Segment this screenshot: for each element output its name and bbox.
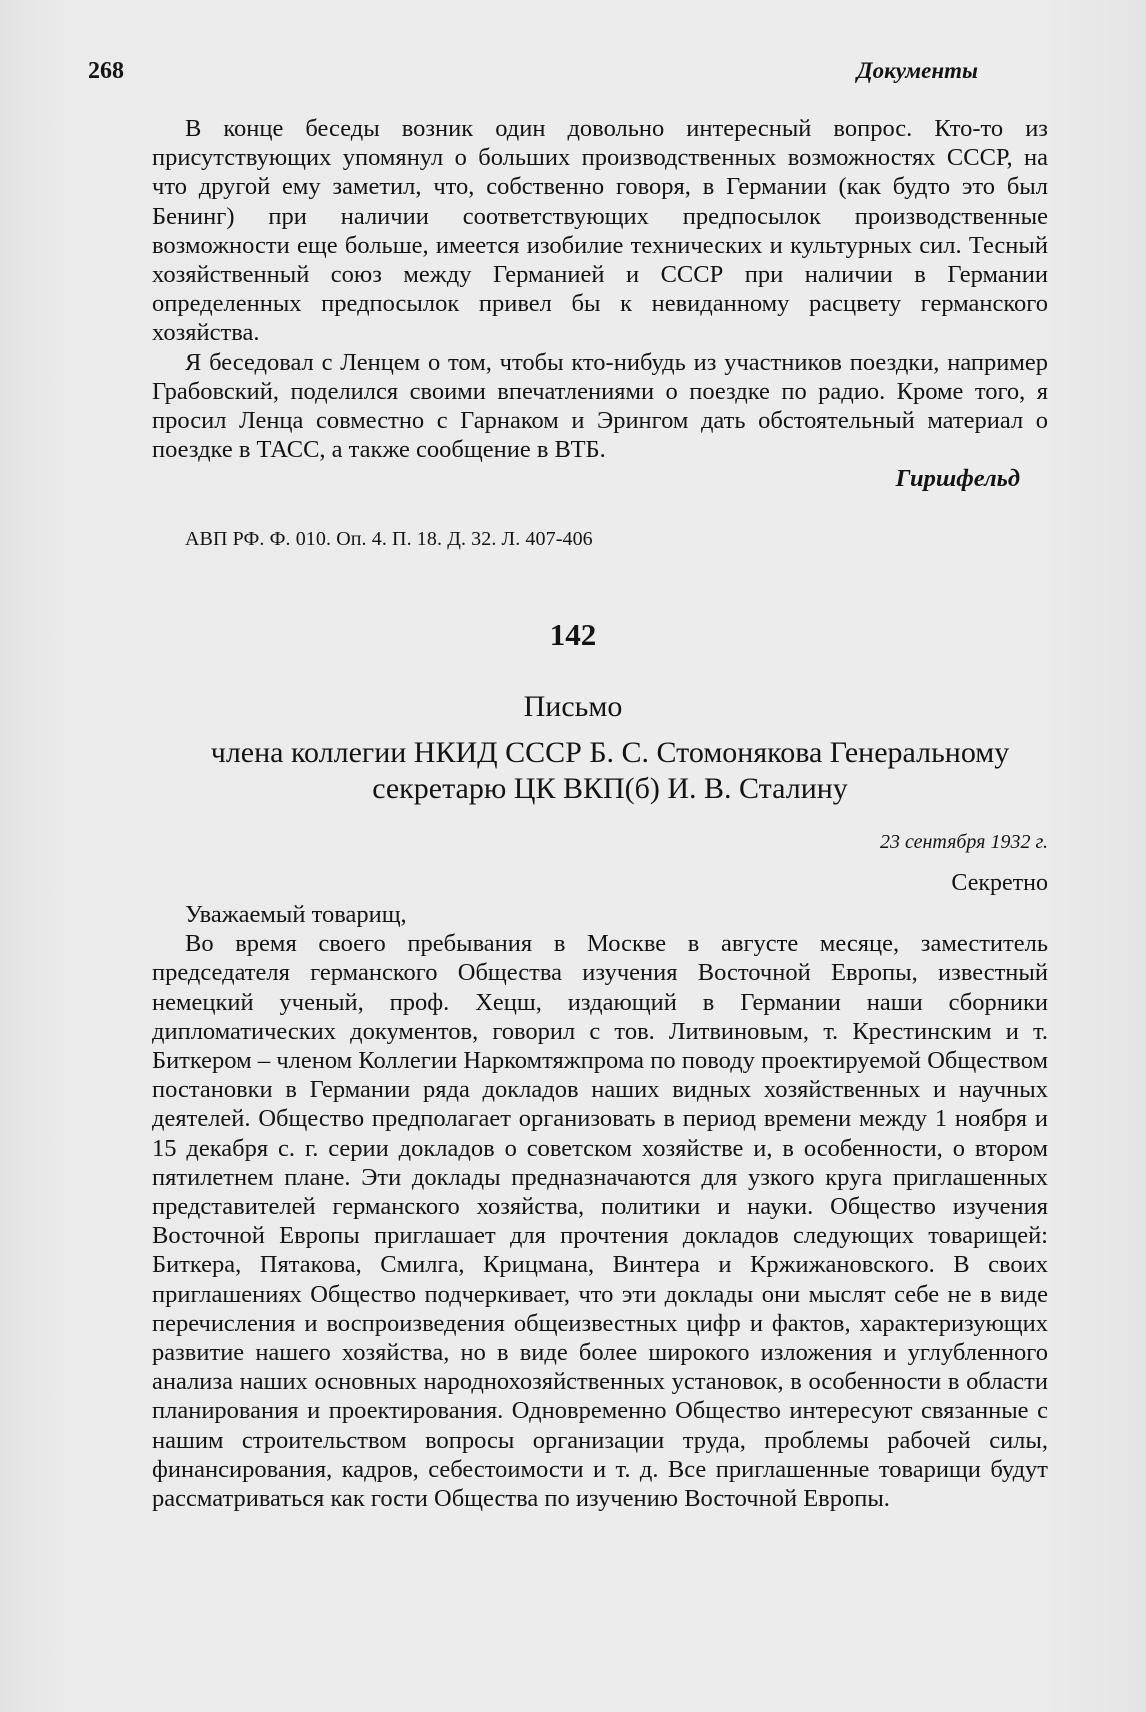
paragraph: Во время своего пребывания в Москве в августе месяце, заместитель председателя германского Общества изучения Восточной Европы, известный немецкий ученый, проф. Хецш, издающий в Германии наши сборники дипломатических документов, говорил с тов. Литвиновым, т. Крестинским и т. Биткером – членом Коллегии Наркомтяжпрома по поводу проектируемой Обществом постановки в Германии ряда докладов наших видных хозяйственных и научных деятелей. Общество предполагает организовать в период времени между 1 ноября и 15 декабря с. г. серии докладов о советском хозяйстве и, в особенности, о втором пятилетнем плане. Эти доклады предназначаются для узкого круга приглашенных представителей германского хозяйства, политики и науки. Общество изучения Восточной Европы приглашает для прочтения докладов следующих товарищей: Биткера, Пятакова, Смилга, Крицмана, Винтера и Кржижановского. В своих приглашениях Общество подчеркивает, что эти доклады они мыслят себе не в виде перечисления и воспроизведения общеизвестных цифр и фактов, характеризующих развитие нашего хозяйства, но в виде более широкого изложения и углубленного анализа наших основных народнохозяйственных установок, в особенности в области планирования и проектирования. Одновременно Общество интересуют связанные с нашим строительством вопросы организации труда, проблемы рабочей силы, финансирования, кадров, себестоимости и т. д. Все приглашенные товарищи будут рассматриваться как гости Общества по изучению Восточной Европы. [152, 930, 1048, 1513]
archive-reference: АВП РФ. Ф. 010. Оп. 4. П. 18. Д. 32. Л. 407-406 [185, 528, 593, 550]
running-head: Документы [856, 58, 978, 83]
page-header [72, 58, 978, 90]
classification-mark: Секретно [951, 870, 1048, 896]
document-date: 23 сентября 1932 г. [879, 831, 1048, 853]
letter-body [152, 900, 1048, 1513]
document-title: члена коллегии НКИД СССР Б. С. Стомонякова Генеральному секретарю ЦК ВКП(б) И. В. Сталину [210, 736, 1010, 805]
salutation: Уважаемый товарищ, [185, 901, 407, 928]
paragraph: В конце беседы возник один довольно интересный вопрос. Кто-то из присутствующих упомянул о больших производственных возможностях СССР, на что другой ему заметил, что, собственно говоря, в Германии (как будто это был Бенинг) при наличии соответствующих предпосылок производственные возможности еще больше, имеется изобилие технических и культурных сил. Тесный хозяйственный союз между Германией и СССР при наличии в Германии определенных предпосылок привел бы к невиданному расцвету германского хозяйства. [152, 115, 1048, 347]
page-number: 268 [88, 58, 124, 84]
previous-document-text [152, 114, 1048, 494]
document-type: Письмо [523, 690, 623, 723]
paragraph: Я беседовал с Ленцем о том, чтобы кто-нибудь из участников поездки, например Грабовский, поделился своими впечатлениями о поездке по радио. Кроме того, я просил Ленца совместно с Гарнаком и Эрингом дать обстоятельный материал о поездке в ТАСС, а также сообщение в ВТБ. [152, 348, 1048, 464]
signature: Гиршфельд [895, 465, 1020, 493]
document-number: 142 [549, 617, 597, 652]
